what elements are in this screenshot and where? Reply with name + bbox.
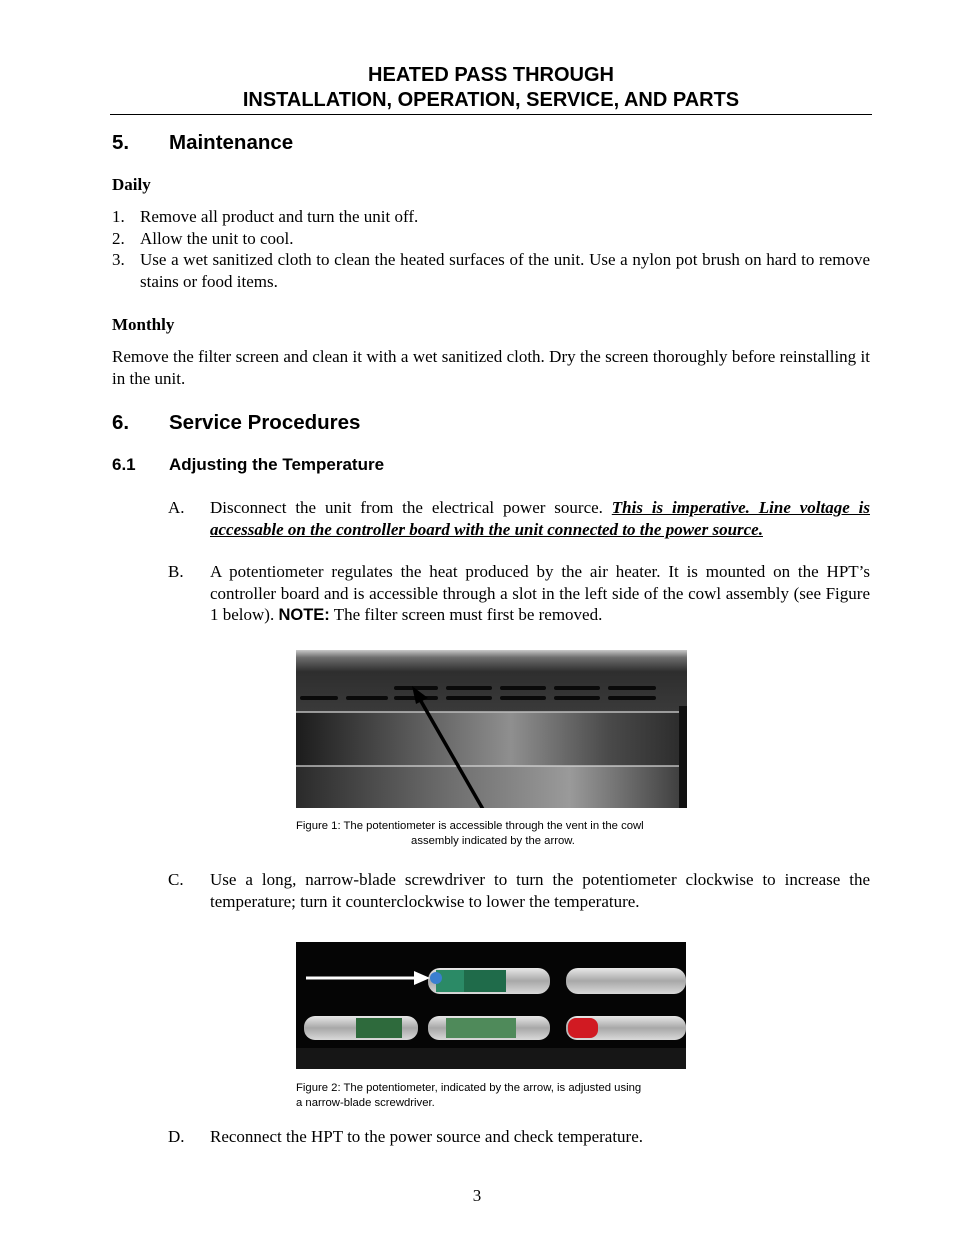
monthly-paragraph: Remove the filter screen and clean it with a wet sanitized cloth. Dry the screen thoroughly before reinstalling it in the unit. — [112, 347, 870, 388]
step-letter: D. — [168, 1127, 185, 1146]
step-text — [210, 561, 870, 627]
monthly-heading: Monthly — [112, 315, 175, 334]
list-item — [112, 206, 870, 228]
list-item — [112, 228, 870, 250]
daily-heading: Daily — [112, 175, 151, 194]
subsection-number: 6.1 — [112, 455, 136, 474]
step-letter: C. — [168, 870, 184, 889]
step-letter: B. — [168, 562, 184, 581]
list-item-text: Use a wet sanitized cloth to clean the heated surfaces of the unit. Use a nylon pot brush on hard to remove stains or food items. — [140, 250, 870, 291]
document-title — [110, 63, 872, 113]
step-a-warning: This is imperative. Line voltage is accessable on the controller board with the unit connected to the power source. — [210, 498, 870, 539]
step-a-text: Disconnect the unit from the electrical power source. — [210, 498, 612, 517]
list-item-number: 2. — [112, 228, 125, 248]
list-item-text: Remove all product and turn the unit off. — [140, 207, 419, 226]
document-title-line2: INSTALLATION, OPERATION, SERVICE, AND PARTS — [242, 89, 740, 111]
caption-line: Figure 1: The potentiometer is accessible through the vent in the cowl — [296, 820, 644, 832]
step-letter: A. — [168, 498, 185, 517]
list-item-text: Allow the unit to cool. — [140, 228, 294, 248]
list-item — [112, 249, 870, 292]
caption-line: Figure 2: The potentiometer, indicated by the arrow, is adjusted using — [296, 1082, 642, 1094]
document-title-line1: HEATED PASS THROUGH — [368, 64, 614, 86]
step-text: Reconnect the HPT to the power source and check temperature. — [210, 1127, 644, 1146]
step-b-text-after: The filter screen must first be removed. — [329, 605, 603, 624]
figure-1-caption — [296, 819, 690, 849]
header-rule — [110, 114, 872, 115]
section-number: 6. — [112, 411, 130, 434]
step-d — [168, 1126, 870, 1148]
daily-list — [112, 206, 870, 292]
figure-2-caption — [296, 1081, 690, 1111]
section-title: Service Procedures — [169, 411, 361, 434]
caption-line: a narrow-blade screwdriver. — [296, 1097, 435, 1109]
step-text: Use a long, narrow-blade screwdriver to turn the potentiometer clockwise to increase the temperature; turn it counterclockwise to lower the temperature. — [210, 870, 870, 911]
step-b-text: A potentiometer regulates the heat produced by the air heater. It is mounted on the HPT’s controller board and is accessible through a slot in the left side of the cowl assembly (see Figure 1 below). — [210, 562, 870, 624]
list-item-number: 1. — [112, 207, 125, 226]
step-c — [168, 869, 870, 912]
subsection-title: Adjusting the Temperature — [169, 455, 385, 474]
figure-2-photo — [296, 942, 686, 1069]
note-label: NOTE: — [278, 606, 330, 624]
figure-1-photo — [296, 650, 687, 808]
step-text — [210, 497, 870, 540]
list-item-number: 3. — [112, 250, 125, 269]
page-number: 3 — [472, 1186, 482, 1205]
step-b — [168, 561, 870, 627]
caption-line: assembly indicated by the arrow. — [411, 835, 575, 847]
step-a — [168, 497, 870, 540]
section-number: 5. — [112, 131, 130, 154]
section-title: Maintenance — [169, 131, 294, 154]
